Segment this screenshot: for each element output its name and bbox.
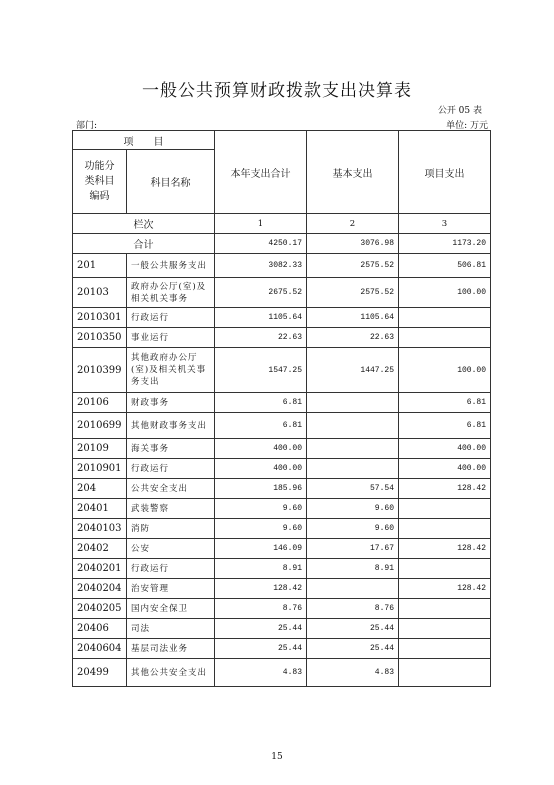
table-row <box>73 459 491 479</box>
page-title: 一般公共预算财政拨款支出决算表 <box>142 81 412 101</box>
subject-name: 消防 <box>127 519 215 539</box>
subject-name: 治安管理 <box>127 579 215 599</box>
subject-code: 2040205 <box>73 599 127 619</box>
amount-basic: 1105.64 <box>307 308 399 328</box>
amount-total: 25.44 <box>215 619 307 639</box>
amount-project: 100.00 <box>399 278 491 308</box>
amount-basic: 9.60 <box>307 499 399 519</box>
amount-total: 400.00 <box>215 459 307 479</box>
subject-code: 20401 <box>73 499 127 519</box>
subject-code: 2010399 <box>73 348 127 393</box>
subject-name: 其他政府办公厅(室)及相关机关事务支出 <box>127 348 215 393</box>
amount-project <box>399 599 491 619</box>
subject-code: 20402 <box>73 539 127 559</box>
table-row <box>73 579 491 599</box>
amount-total: 400.00 <box>215 439 307 459</box>
page-number: 15 <box>271 752 283 762</box>
table-row <box>73 254 491 278</box>
table-row <box>73 499 491 519</box>
amount-basic: 25.44 <box>307 639 399 659</box>
amount-project: 6.81 <box>399 413 491 439</box>
subject-code: 20109 <box>73 439 127 459</box>
table-row <box>73 328 491 348</box>
amount-basic: 57.54 <box>307 479 399 499</box>
subject-code: 2040204 <box>73 579 127 599</box>
table-row <box>73 619 491 639</box>
column-number-row <box>73 214 491 234</box>
subject-code: 20106 <box>73 393 127 413</box>
amount-total: 8.76 <box>215 599 307 619</box>
form-number: 公开 05 表 <box>437 106 482 116</box>
subject-code: 2040604 <box>73 639 127 659</box>
amount-basic: 1447.25 <box>307 348 399 393</box>
amount-total: 1105.64 <box>215 308 307 328</box>
amount-total: 4.83 <box>215 659 307 687</box>
amount-basic <box>307 413 399 439</box>
total-label: 合计 <box>73 234 215 254</box>
amount-project <box>399 559 491 579</box>
amount-total: 22.63 <box>215 328 307 348</box>
amount-total: 9.60 <box>215 519 307 539</box>
subject-code: 201 <box>73 254 127 278</box>
subject-name: 行政运行 <box>127 308 215 328</box>
amount-project <box>399 619 491 639</box>
subject-name: 基层司法业务 <box>127 639 215 659</box>
amount-project: 100.00 <box>399 348 491 393</box>
subject-code: 20406 <box>73 619 127 639</box>
func-code-header: 功能分类科目编码 <box>73 150 127 214</box>
amount-project: 128.42 <box>399 479 491 499</box>
amount-basic <box>307 579 399 599</box>
amount-project <box>399 328 491 348</box>
col-number-3: 3 <box>399 214 491 234</box>
amount-basic: 2575.52 <box>307 254 399 278</box>
amount-project <box>399 519 491 539</box>
amount-total: 6.81 <box>215 393 307 413</box>
subject-name: 财政事务 <box>127 393 215 413</box>
amount-basic <box>307 439 399 459</box>
table-row <box>73 599 491 619</box>
amount-basic: 8.91 <box>307 559 399 579</box>
amount-basic <box>307 393 399 413</box>
amount-basic: 2575.52 <box>307 278 399 308</box>
subject-code: 2040201 <box>73 559 127 579</box>
subject-code: 2010699 <box>73 413 127 439</box>
table-row <box>73 308 491 328</box>
amount-total: 25.44 <box>215 639 307 659</box>
subject-name: 其他公共安全支出 <box>127 659 215 687</box>
subject-code: 2040103 <box>73 519 127 539</box>
amount-project <box>399 308 491 328</box>
total-header: 本年支出合计 <box>215 131 307 214</box>
amount-project: 128.42 <box>399 579 491 599</box>
table-row <box>73 413 491 439</box>
table-row <box>73 439 491 459</box>
expenditure-table <box>72 130 491 687</box>
subject-code: 20103 <box>73 278 127 308</box>
subject-name: 其他财政事务支出 <box>127 413 215 439</box>
subject-name: 一般公共服务支出 <box>127 254 215 278</box>
unit-label: 单位: 万元 <box>446 121 488 131</box>
amount-basic: 25.44 <box>307 619 399 639</box>
amount-project <box>399 639 491 659</box>
amount-basic: 22.63 <box>307 328 399 348</box>
amount-total: 8.91 <box>215 559 307 579</box>
table-row <box>73 348 491 393</box>
amount-project: 6.81 <box>399 393 491 413</box>
subject-code: 2010301 <box>73 308 127 328</box>
subject-code: 204 <box>73 479 127 499</box>
amount-project: 128.42 <box>399 539 491 559</box>
total-row <box>73 234 491 254</box>
amount-project <box>399 659 491 687</box>
amount-total: 128.42 <box>215 579 307 599</box>
amount-basic: 17.67 <box>307 539 399 559</box>
subject-name: 公安 <box>127 539 215 559</box>
basic-header: 基本支出 <box>307 131 399 214</box>
subject-name: 武装警察 <box>127 499 215 519</box>
col-number-2: 2 <box>307 214 399 234</box>
subject-code: 2010350 <box>73 328 127 348</box>
amount-project: 400.00 <box>399 459 491 479</box>
subject-name: 公共安全支出 <box>127 479 215 499</box>
subject-name: 事业运行 <box>127 328 215 348</box>
subject-name: 海关事务 <box>127 439 215 459</box>
amount-total: 1547.25 <box>215 348 307 393</box>
amount-total: 6.81 <box>215 413 307 439</box>
subject-code: 2010901 <box>73 459 127 479</box>
subject-code: 20499 <box>73 659 127 687</box>
amount-basic: 8.76 <box>307 599 399 619</box>
amount-total: 3082.33 <box>215 254 307 278</box>
amount-project <box>399 499 491 519</box>
table-row <box>73 559 491 579</box>
total-amount: 4250.17 <box>215 234 307 254</box>
subject-name-header: 科目名称 <box>127 150 215 214</box>
total-basic: 3076.98 <box>307 234 399 254</box>
table-row <box>73 393 491 413</box>
total-project: 1173.20 <box>399 234 491 254</box>
project-exp-header: 项目支出 <box>399 131 491 214</box>
table-row <box>73 519 491 539</box>
header-row-project <box>73 131 491 150</box>
amount-basic: 4.83 <box>307 659 399 687</box>
table-row <box>73 479 491 499</box>
subject-name: 行政运行 <box>127 559 215 579</box>
department-label: 部门: <box>76 121 98 131</box>
subject-name: 国内安全保卫 <box>127 599 215 619</box>
amount-total: 185.96 <box>215 479 307 499</box>
subject-name: 政府办公厅(室)及相关机关事务 <box>127 278 215 308</box>
table-row <box>73 278 491 308</box>
amount-project: 400.00 <box>399 439 491 459</box>
amount-total: 2675.52 <box>215 278 307 308</box>
table-row <box>73 639 491 659</box>
column-label: 栏次 <box>73 214 215 234</box>
amount-project: 506.81 <box>399 254 491 278</box>
amount-basic: 9.60 <box>307 519 399 539</box>
subject-name: 司法 <box>127 619 215 639</box>
amount-basic <box>307 459 399 479</box>
col-number-1: 1 <box>215 214 307 234</box>
table-row <box>73 659 491 687</box>
amount-total: 9.60 <box>215 499 307 519</box>
project-header: 项 目 <box>73 131 215 150</box>
subject-name: 行政运行 <box>127 459 215 479</box>
amount-total: 146.09 <box>215 539 307 559</box>
table-row <box>73 539 491 559</box>
